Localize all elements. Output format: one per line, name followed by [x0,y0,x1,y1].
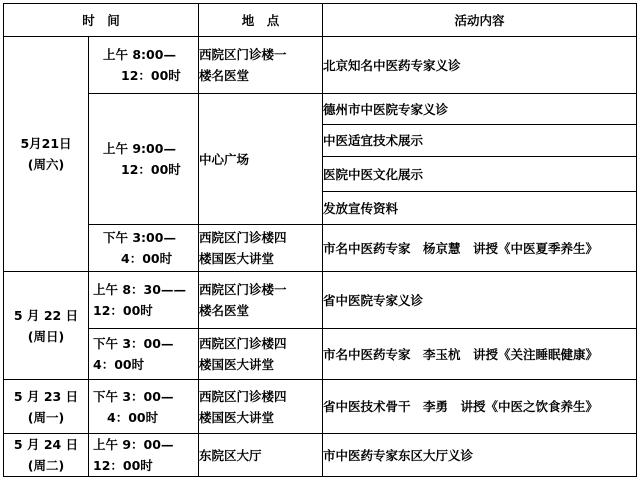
date-cell [4,272,89,380]
weekday-text: (周二) [27,458,65,473]
location-line: 西院区门诊楼四 [199,336,287,351]
schedule-table [3,3,637,477]
header-activity: 活动内容 [323,4,637,37]
location-cell [199,380,323,434]
time-end: 4：00时 [107,409,159,425]
location-line: 楼国医大讲堂 [199,409,275,425]
activity-cell: 市名中医药专家 杨京慧 讲授《中医夏季养生》 [323,225,637,272]
weekday-text: (周一) [27,409,65,425]
time-cell [89,37,199,94]
date-cell [4,380,89,434]
time-start: 上午 9:00— [103,141,176,156]
location-cell [199,272,323,329]
activity-cell: 市名中医药专家 李玉杭 讲授《关注睡眠健康》 [323,329,637,380]
time-end: 4：00时 [121,251,173,266]
time-cell [89,272,199,329]
location-line: 西院区门诊楼四 [199,388,287,404]
time-start: 上午 9：00— [93,437,174,452]
time-end: 12：00时 [93,303,153,318]
table-row [4,380,637,434]
location-line: 中心广场 [199,151,250,167]
activity-cell: 医院中医文化展示 [323,157,637,192]
date-text: 5 月 24 日 [13,437,79,452]
time-cell [89,94,199,225]
time-cell [89,225,199,272]
time-end: 12：00时 [93,458,153,473]
time-cell [89,380,199,434]
date-cell [4,37,89,272]
location-line: 楼国医大讲堂 [199,357,275,372]
time-end: 4：00时 [93,357,145,372]
location-cell [199,37,323,94]
table-row [4,329,637,380]
time-cell [89,434,199,477]
table-row [4,434,637,477]
activity-cell: 市中医药专家东区大厅义诊 [323,434,637,477]
location-cell [199,434,323,477]
location-line: 楼名医堂 [199,68,250,83]
header-row [4,4,637,37]
header-time: 时 间 [4,4,199,37]
location-line: 楼名医堂 [199,303,250,318]
location-cell [199,94,323,225]
time-end: 12：00时 [121,162,181,177]
time-start: 下午 3:00— [103,230,176,245]
location-line: 西院区门诊楼一 [199,282,287,297]
location-line: 西院区门诊楼一 [199,47,287,62]
weekday-text: (周六) [27,157,65,172]
table-row [4,225,637,272]
location-cell [199,329,323,380]
location-cell [199,225,323,272]
location-line: 楼国医大讲堂 [199,251,275,266]
time-end: 12：00时 [121,68,181,83]
activity-cell: 发放宣传资料 [323,192,637,225]
time-start: 上午 8：30—— [93,282,186,297]
header-location: 地 点 [199,4,323,37]
time-start: 上午 8:00— [103,47,176,62]
date-cell [4,434,89,477]
activity-cell: 德州市中医院专家义诊 [323,94,637,125]
time-start: 下午 3：00— [93,336,174,351]
time-start: 下午 3：00— [93,388,174,404]
weekday-text: (周日) [27,328,65,344]
activity-cell: 中医适宜技术展示 [323,125,637,157]
location-line: 西院区门诊楼四 [199,230,287,245]
date-text: 5 月 22 日 [13,307,79,323]
table-row [4,37,637,94]
activity-cell: 省中医院专家义诊 [323,272,637,329]
location-line: 东院区大厅 [199,447,262,463]
table-row [4,94,637,125]
time-cell [89,329,199,380]
date-text: 5月21日 [20,136,72,151]
activity-cell: 省中医技术骨干 李勇 讲授《中医之饮食养生》 [323,380,637,434]
table-row [4,272,637,329]
date-text: 5 月 23 日 [13,388,79,404]
activity-cell: 北京知名中医药专家义诊 [323,37,637,94]
